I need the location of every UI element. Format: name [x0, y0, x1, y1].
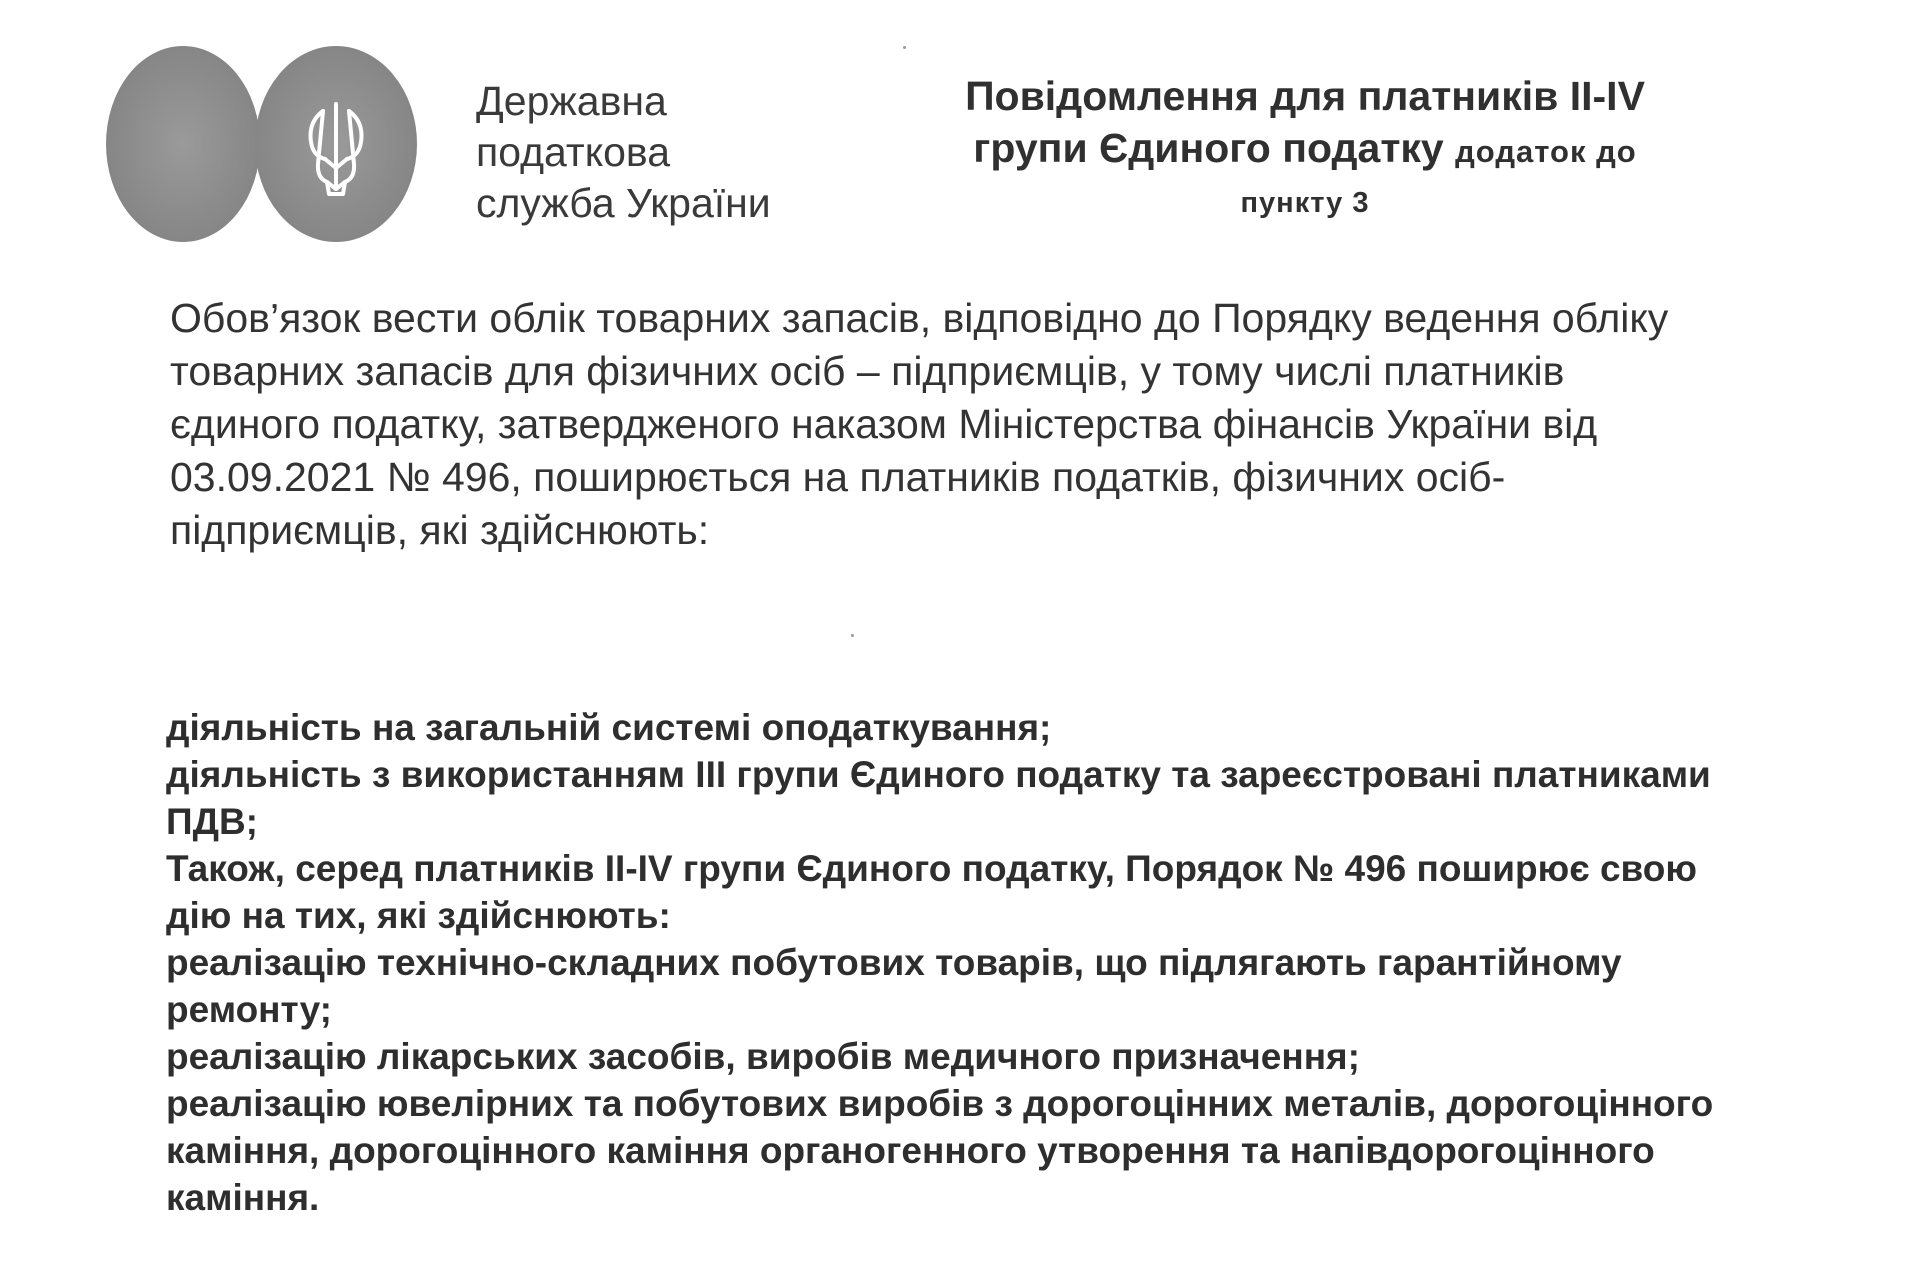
coat-of-arms-logo: [103, 44, 433, 244]
agency-name: Державна податкова служба України: [476, 78, 771, 226]
notice-title: [880, 70, 1730, 228]
list-item: діяльність з використанням ІІІ групи Єдиного податку та зареєстровані платниками ПДВ;: [166, 754, 1711, 842]
logo-left-circle: [106, 46, 260, 242]
title-line-1: Повідомлення для платників ІІ-ІV: [965, 73, 1645, 119]
list-item: реалізацію технічно-складних побутових товарів, що підлягають гарантійному ремонту;: [166, 942, 1622, 1030]
scan-speck: [851, 634, 854, 637]
list-item: Також, серед платників ІІ-ІV групи Єдиного податку, Порядок № 496 поширює свою дію на тих, які здійснюють:: [166, 848, 1697, 936]
activity-list: [166, 704, 1726, 1221]
title-line-2: [880, 122, 1730, 178]
scan-speck: [903, 46, 906, 49]
list-item: реалізацію ювелірних та побутових виробів з дорогоцінних металів, дорогоцінного каміння, дорогоцінного каміння органогенного утворення та напівдорогоцінного каміння.: [166, 1083, 1714, 1218]
list-item: реалізацію лікарських засобів, виробів медичного призначення;: [166, 1036, 1360, 1077]
title-line-2-suffix: додаток до: [1455, 134, 1637, 169]
intro-paragraph: Обов’язок вести облік товарних запасів, відповідно до Порядку ведення обліку товарних запасів для фізичних осіб – підприємців, у тому числі платників єдиного податку, затвердженого наказом Міністерства фінансів України від 03.09.2021 № 496, поширюється на платників податків, фізичних осіб-підприємців, які здійснюють:: [170, 295, 1669, 553]
list-item: діяльність на загальній системі оподаткування;: [166, 707, 1052, 748]
title-line-2-main: групи Єдиного податку: [973, 125, 1444, 171]
title-line-3: пункту 3: [1240, 187, 1370, 219]
